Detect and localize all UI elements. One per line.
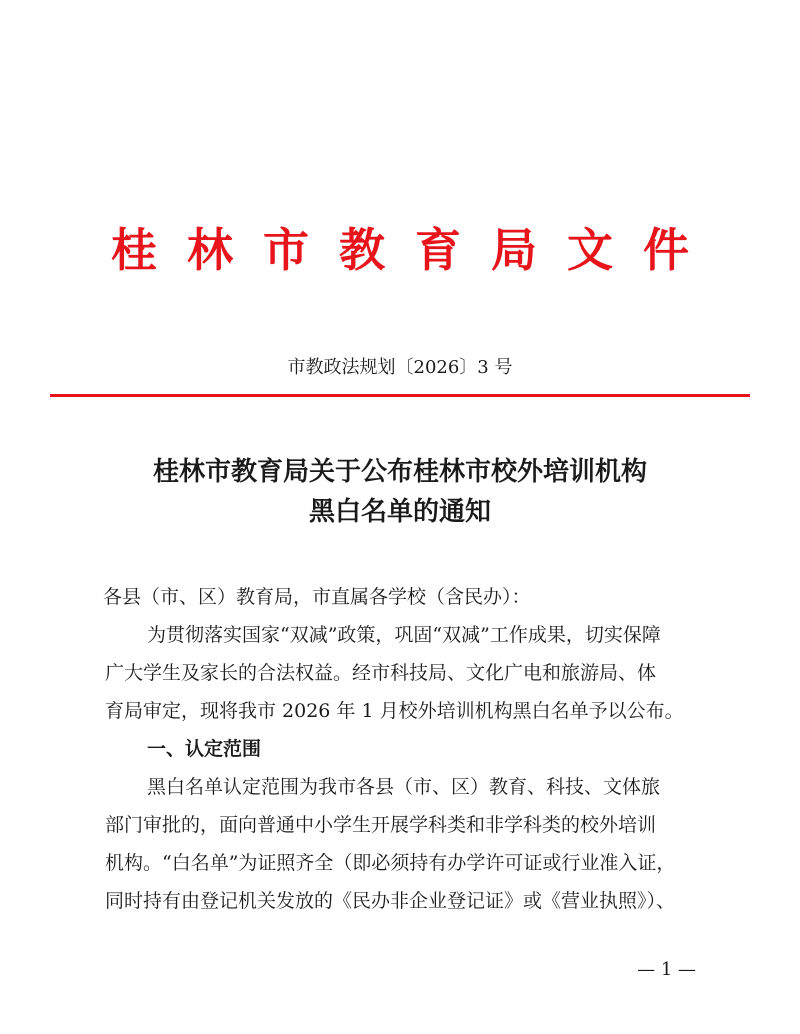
page-number: — 1 —: [637, 959, 696, 980]
paragraph-1-line-3: 育局审定，现将我市 2026 年 1 月校外培训机构黑白名单予以公布。: [105, 700, 684, 722]
salutation: 各县（市、区）教育局，市直属各学校（含民办）：: [103, 586, 531, 608]
paragraph-2-line-2: 部门审批的，面向普通中小学生开展学科类和非学科类的校外培训: [105, 814, 657, 836]
paragraph-2-line-1: 黑白名单认定范围为我市各县（市、区）教育、科技、文体旅: [147, 776, 661, 798]
paragraph-1-line-1: 为贯彻落实国家“双减”政策，巩固“双减”工作成果，切实保障: [147, 624, 661, 646]
paragraph-1-line-2: 广大学生及家长的合法权益。经市科技局、文化广电和旅游局、体: [105, 662, 657, 684]
document-number: 市教政法规划〔2026〕3 号: [287, 357, 513, 378]
paragraph-2-line-4: 同时持有由登记机关发放的《民办非企业登记证》或《营业执照》）、: [105, 890, 676, 912]
notice-title: [60, 452, 740, 532]
notice-title-line-2: 黑白名单的通知: [308, 497, 491, 527]
document-header-title: 桂林市教育局文件: [111, 223, 719, 277]
document-body: [105, 578, 720, 920]
paragraph-2-line-3: 机构。“白名单”为证照齐全（即必须持有办学许可证或行业准入证，: [105, 852, 676, 874]
notice-title-line-1: 桂林市教育局关于公布桂林市校外培训机构: [152, 457, 647, 487]
red-divider-line: [50, 394, 750, 397]
section-1-heading: 一、认定范围: [147, 738, 262, 760]
